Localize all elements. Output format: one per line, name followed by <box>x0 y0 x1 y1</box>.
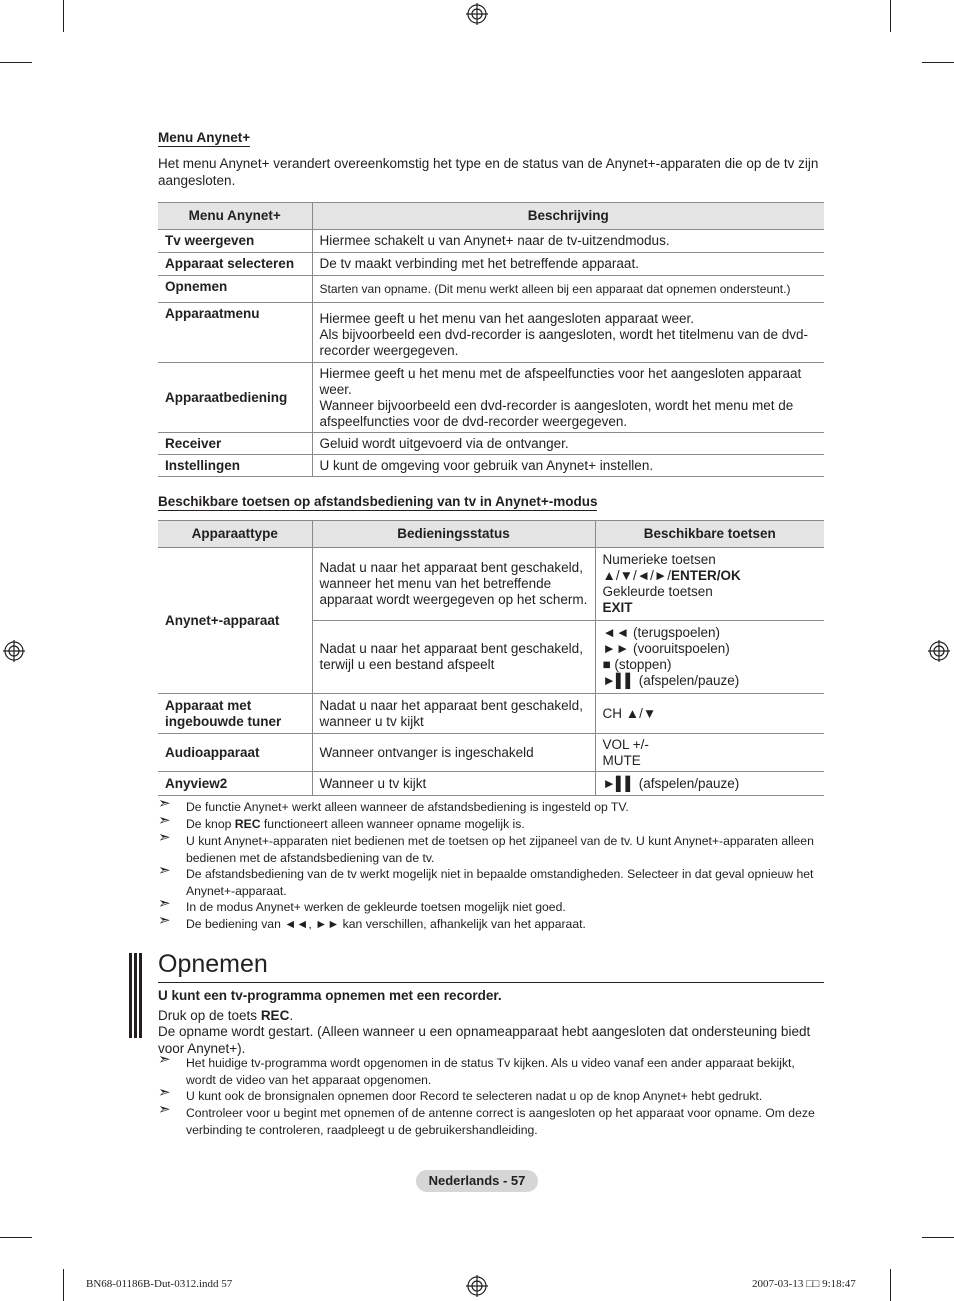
note-arrow-icon: ➣ <box>158 1051 171 1068</box>
table-row <box>158 772 824 796</box>
table-cell-status: Wanneer u tv kijkt <box>312 772 595 796</box>
stop-icon: ■ (stoppen) <box>602 657 672 672</box>
table-cell-key: Apparaatbediening <box>158 363 312 433</box>
table-cell-key: Apparaat selecteren <box>158 253 312 276</box>
record-description: De opname wordt gestart. (Alleen wanneer u een opnameapparaat hebt aangesloten dat ondersteuning biedt voor Anynet+). <box>158 1024 811 1056</box>
note-arrow-icon: ➣ <box>158 1101 171 1118</box>
registration-mark-icon <box>928 640 950 662</box>
arrow-keys-icon: ▲/▼/◄/►/ <box>602 568 671 583</box>
note-arrow-icon: ➣ <box>158 829 171 846</box>
table-cell-keys <box>595 734 824 772</box>
note-item: ➣ Het huidige tv-programma wordt opgenomen in de status Tv kijken. Als u video vanaf een ander apparaat bekijkt, wordt de video van het apparaat opgenomen. <box>158 1051 795 1087</box>
title-divider <box>158 982 824 983</box>
table-cell-desc: U kunt de omgeving voor gebruik van Anynet+ instellen. <box>312 455 824 477</box>
table-cell-status: Nadat u naar het apparaat bent geschakeld, wanneer u tv kijkt <box>312 694 595 734</box>
table-row <box>158 548 824 621</box>
print-slug-right: 2007-03-13 □□ 9:18:47 <box>752 1278 856 1290</box>
rewind-icon: ◄◄ (terugspoelen) <box>602 625 721 640</box>
table-row <box>158 363 824 433</box>
note-item: ➣ U kunt ook de bronsignalen opnemen door Record te selecteren nadat u op de knop Anynet+ hebt gedrukt. <box>158 1084 763 1103</box>
table-header: Menu Anynet+ <box>158 203 312 230</box>
key-list-item: MUTE <box>602 752 641 768</box>
section-title-keys: Beschikbare toetsen op afstandsbediening van tv in Anynet+-modus <box>158 494 598 509</box>
table-cell-status: Nadat u naar het apparaat bent geschakeld, wanneer het menu van het betreffende apparaat wordt weergegeven op het scherm. <box>312 548 595 621</box>
table-cell-device: Apparaat met ingebouwde tuner <box>158 694 312 734</box>
table-cell-desc: Geluid wordt uitgevoerd via de ontvanger. <box>312 433 824 455</box>
note-item: ➣ U kunt Anynet+-apparaten niet bedienen met de toetsen op het zijpaneel van de tv. U kunt Anynet+-apparaten alleen bedienen met de afstandsbediening van de tv. <box>158 829 814 865</box>
table-cell-key: Apparaatmenu <box>158 303 312 363</box>
table-cell-key: Opnemen <box>158 276 312 303</box>
crop-mark <box>922 1237 954 1238</box>
section-title-menu: Menu Anynet+ <box>158 130 251 145</box>
table-cell-desc: Hiermee geeft u het menu met de afspeelfuncties voor het aangesloten apparaat weer. Wanneer bijvoorbeeld een dvd-recorder is aangesloten, wordt het menu met de afspeelfuncties voor de dvd-recorder weergegeven. <box>312 363 824 433</box>
crop-mark <box>890 1269 891 1301</box>
table-cell-keys <box>595 548 824 621</box>
table-row <box>158 230 824 253</box>
table-cell-keys <box>595 621 824 694</box>
note-item: ➣ De functie Anynet+ werkt alleen wanneer de afstandsbediening is ingesteld op TV. <box>158 795 629 814</box>
crop-mark <box>0 62 32 63</box>
crop-mark <box>890 0 891 32</box>
registration-mark-icon <box>466 3 488 25</box>
key-list-item <box>603 568 818 584</box>
table-cell-status: Nadat u naar het apparaat bent geschakeld, terwijl u een bestand afspeelt <box>312 621 595 694</box>
table-header: Beschikbare toetsen <box>595 521 824 548</box>
table-cell-device: Anyview2 <box>158 772 312 796</box>
note-arrow-icon: ➣ <box>158 1084 171 1101</box>
table-cell-device: Anynet+-apparaat <box>158 548 312 694</box>
table-row <box>158 694 824 734</box>
keys-table <box>158 520 824 796</box>
key-list-item: EXIT <box>602 600 633 615</box>
note-item: ➣ Controleer voor u begint met opnemen of de antenne correct is aangesloten op het apparaat voor opname. Om deze verbinding te controleren, raadpleegt u de gebruikershandleiding. <box>158 1101 815 1137</box>
table-cell-desc: Starten van opname. (Dit menu werkt alleen bij een apparaat dat opnemen ondersteunt.) <box>312 276 824 303</box>
registration-mark-icon <box>466 1275 488 1297</box>
table-row <box>158 433 824 455</box>
key-list-item: Gekleurde toetsen <box>602 584 713 599</box>
key-label: ENTER/OK <box>670 568 741 583</box>
table-cell-keys: ►▌▌ (afspelen/pauze) <box>595 772 824 796</box>
table-cell-key: Tv weergeven <box>158 230 312 253</box>
table-cell-desc: Hiermee geeft u het menu van het aangesloten apparaat weer. Als bijvoorbeeld een dvd-recorder is aangesloten, wordt het titelmenu van de dvd-recorder weergegeven. <box>312 303 824 363</box>
table-row <box>158 455 824 477</box>
note-arrow-icon: ➣ <box>158 795 171 812</box>
table-cell-device: Audioapparaat <box>158 734 312 772</box>
crop-mark <box>0 1237 32 1238</box>
menu-table <box>158 202 824 477</box>
crop-mark <box>63 1269 64 1301</box>
key-list-item: Numerieke toetsen <box>602 552 716 567</box>
table-cell-desc: Hiermee schakelt u van Anynet+ naar de tv-uitzendmodus. <box>312 230 824 253</box>
table-header: Bedieningsstatus <box>312 521 595 548</box>
table-row <box>158 303 824 363</box>
menu-intro: Het menu Anynet+ verandert overeenkomstig het type en de status van de Anynet+-apparaten die op de tv zijn aangesloten. <box>158 156 819 188</box>
registration-mark-icon <box>3 640 25 662</box>
note-arrow-icon: ➣ <box>158 862 171 879</box>
table-cell-key: Instellingen <box>158 455 312 477</box>
table-cell-keys: CH ▲/▼ <box>595 694 824 734</box>
table-cell-status: Wanneer ontvanger is ingeschakeld <box>312 734 595 772</box>
record-instruction: Druk op de toets REC. <box>158 1008 294 1023</box>
crop-mark <box>922 62 954 63</box>
note-item: ➣ De afstandsbediening van de tv werkt mogelijk niet in bepaalde omstandigheden. Selecteer in dat geval opnieuw het Anynet+-apparaat. <box>158 862 814 898</box>
crop-mark <box>63 0 64 32</box>
table-row <box>158 276 824 303</box>
table-cell-key: Receiver <box>158 433 312 455</box>
record-subtitle: U kunt een tv-programma opnemen met een recorder. <box>158 988 502 1003</box>
print-slug-left: BN68-01186B-Dut-0312.indd 57 <box>86 1278 233 1290</box>
note-item: ➣ De knop REC functioneert alleen wanneer opname mogelijk is. <box>158 812 525 831</box>
section-sidebar-bar <box>129 953 143 1038</box>
table-row <box>158 253 824 276</box>
note-arrow-icon: ➣ <box>158 912 171 929</box>
note-item: ➣ In de modus Anynet+ werken de gekleurde toetsen mogelijk niet goed. <box>158 895 566 914</box>
table-header: Beschrijving <box>312 203 824 230</box>
note-arrow-icon: ➣ <box>158 895 171 912</box>
page-number-badge: Nederlands - 57 <box>416 1170 538 1192</box>
table-row <box>158 734 824 772</box>
table-header: Apparaattype <box>158 521 312 548</box>
fast-forward-icon: ►► (vooruitspoelen) <box>602 641 730 656</box>
play-pause-icon: ►▌▌ (afspelen/pauze) <box>602 673 740 688</box>
note-arrow-icon: ➣ <box>158 812 171 829</box>
note-item: ➣ De bediening van ◄◄, ►► kan verschillen, afhankelijk van het apparaat. <box>158 912 586 931</box>
table-cell-desc: De tv maakt verbinding met het betreffende apparaat. <box>312 253 824 276</box>
page-title: Opnemen <box>158 950 268 978</box>
key-list-item: VOL +/- <box>602 736 649 752</box>
